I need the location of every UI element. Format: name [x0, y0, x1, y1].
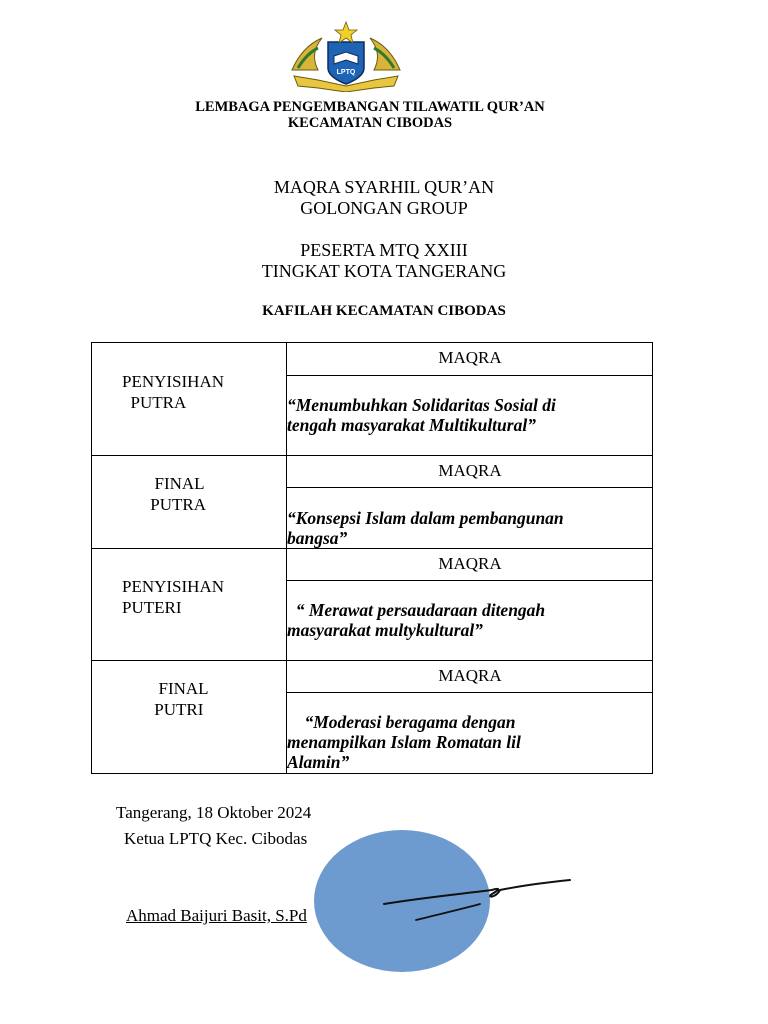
kafilah-heading: KAFILAH KECAMATAN CIBODAS [262, 303, 506, 319]
maqra-theme: “Moderasi beragama dengan menampilkan Islam Romatan lil Alamin” [287, 712, 521, 772]
row-category: FINAL PUTRI [154, 679, 209, 719]
signer-name: Ahmad Baijuri Basit, S.Pd [126, 906, 307, 925]
place-date: Tangerang, 18 Oktober 2024 [116, 803, 312, 822]
maqra-theme: “Menumbuhkan Solidaritas Sosial di tengah masyarakat Multikultural” [287, 395, 556, 435]
maqra-theme: “Konsepsi Islam dalam pembangunan bangsa” [287, 508, 564, 548]
handwritten-signature [380, 876, 576, 924]
doc-title-line4: TINGKAT KOTA TANGERANG [261, 261, 507, 281]
doc-title-line2: GOLONGAN GROUP [300, 198, 468, 218]
maqra-theme: “ Merawat persaudaraan ditengah masyarakat multykultural” [287, 600, 546, 640]
row-category: PENYISIHAN PUTERI [122, 577, 224, 617]
signer-position: Ketua LPTQ Kec. Cibodas [124, 829, 308, 848]
maqra-label: MAQRA [438, 666, 502, 685]
maqra-label: MAQRA [438, 554, 502, 573]
doc-title-line1: MAQRA SYARHIL QUR’AN [273, 177, 495, 197]
lptq-emblem-icon [288, 18, 404, 92]
maqra-label: MAQRA [438, 461, 502, 480]
maqra-label: MAQRA [438, 348, 502, 367]
row-category: PENYISIHAN PUTRA [122, 372, 224, 412]
org-name-line2: KECAMATAN CIBODAS [287, 115, 453, 131]
logo-text: LPTQ [336, 69, 356, 76]
doc-title-line3: PESERTA MTQ XXIII [300, 240, 468, 260]
row-category: FINAL PUTRA [150, 474, 206, 514]
org-name-line1: LEMBAGA PENGEMBANGAN TILAWATIL QUR’AN [195, 99, 545, 115]
